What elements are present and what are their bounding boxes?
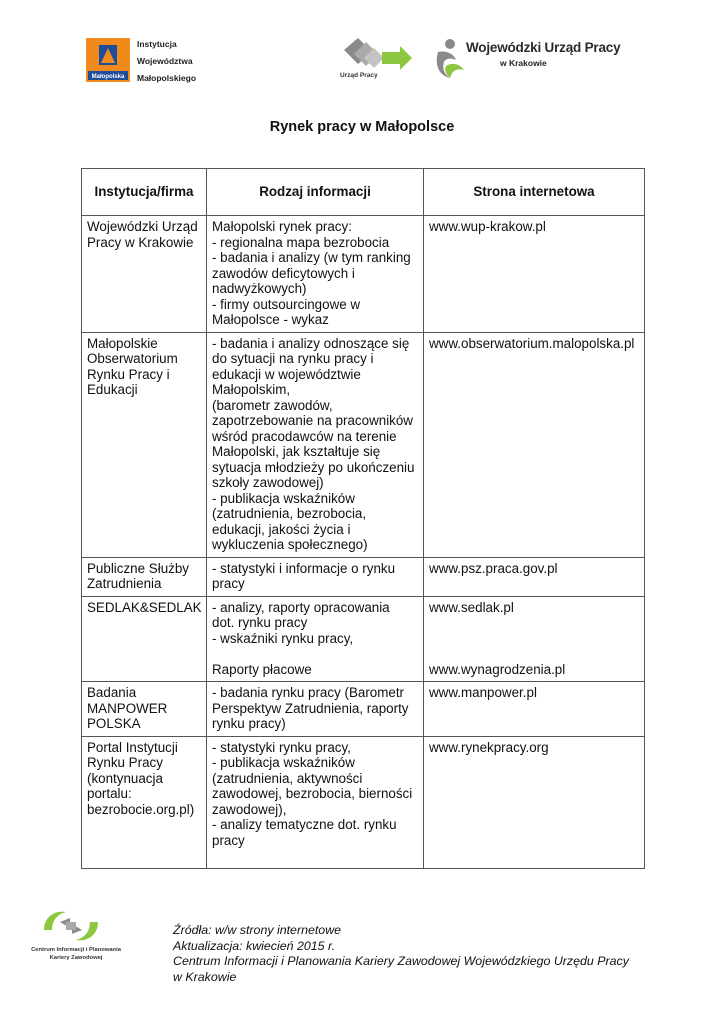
info-line: sytuacja młodzieży po ukończeniu [212,459,415,475]
header-info-type: Rodzaj informacji [207,169,424,216]
info-line: dot. rynku pracy [212,615,308,630]
info-line: zapotrzebowanie na pracowników [212,413,413,428]
header-institution: Instytucja/firma [82,169,207,216]
institution-line: MANPOWER [87,700,168,716]
website-link [429,615,639,631]
website-link[interactable]: www.wynagrodzenia.pl [429,661,566,677]
wup-city: w Krakowie [500,58,547,68]
website-link [429,631,639,647]
cell-website [424,596,645,682]
info-line: Małopolsce - wykaz [212,312,329,327]
info-line: pracy [212,832,245,848]
info-line: do sytuacji na rynku pracy i [212,351,374,366]
cip-logo-caption [28,946,124,962]
malopolska-logo [86,38,130,82]
institution-line: Rynku Pracy [87,755,163,770]
table-row [82,596,645,682]
table-row [82,682,645,737]
table-row [82,216,645,333]
malopolska-logo-text: Małopolska [91,74,125,80]
footer-sources: Źródła: w/w strony internetowe [173,923,342,937]
wup-name: Wojewódzki Urząd Pracy [466,40,621,55]
info-line: - badania i analizy odnoszące się [212,335,410,351]
institution-line: (kontynuacja [87,770,163,786]
footer-author: Centrum Informacji i Planowania Kariery Zawodowej Wojewódzkiego Urzędu Pracy [173,954,629,968]
footer-city: w Krakowie [173,969,237,984]
cell-info-type [207,682,424,737]
info-line: szkoły zawodowej) [212,475,324,490]
cell-info-type [207,736,424,868]
cell-website [424,216,645,333]
cell-institution [82,557,207,596]
info-line: - regionalna mapa bezrobocia [212,234,390,250]
wup-logo [432,36,466,80]
institution-line: Portal Instytucji [87,739,178,755]
info-line: - analizy, raporty opracowania [212,599,390,615]
institution-line: portalu: [87,786,132,801]
info-line: - badania i analizy (w tym ranking [212,250,411,265]
cell-website [424,557,645,596]
info-line: Perspektyw Zatrudnienia, raporty [212,700,409,716]
info-line: (barometr zawodów, [212,397,333,413]
cip-line-1: Centrum Informacji i Planowania [31,947,121,953]
info-line: - statystyki rynku pracy, [212,739,351,755]
info-line: - analizy tematyczne dot. rynku [212,817,397,832]
info-line: zawodowej, bezrobocia, bierności [212,786,413,801]
institution-line: Małopolskie [87,335,158,351]
info-line: wykluczenia społecznego) [212,537,368,552]
cell-institution [82,736,207,868]
cell-info-type [207,596,424,682]
info-line: - statystyki i informacje o rynku [212,560,396,576]
info-line: rynku pracy) [212,716,286,731]
table-row [82,736,645,868]
info-line [212,646,418,662]
institution-line: Edukacji [87,382,138,397]
institution-line: Pracy w Krakowie [87,234,194,250]
malopolska-logo-caption [137,36,196,87]
website-link [429,646,639,662]
info-line: Małopolskim, [212,382,291,397]
info-line: Małopolski rynek pracy: [212,219,352,234]
info-line: wśród pracodawców na terenie [212,428,397,444]
website-link[interactable]: www.rynekpracy.org [429,739,549,755]
info-line: - firmy outsourcingowe w [212,296,361,312]
info-line: edukacji w województwie [212,366,361,382]
info-line: edukacji, jakości życia i [212,521,351,537]
malopolska-line-3: Małopolskiego [137,73,197,83]
info-line: - badania rynku pracy (Barometr [212,685,405,700]
cell-institution [82,682,207,737]
institution-line: SEDLAK&SEDLAK [87,599,202,615]
info-line: - publikacja wskaźników [212,755,355,770]
institution-line: Badania [87,685,137,700]
institution-line: Publiczne Służby [87,560,189,576]
table-row [82,332,645,557]
cip-line-2: Kariery Zawodowej [49,955,103,961]
website-link[interactable]: www.wup-krakow.pl [429,219,546,234]
cell-institution [82,596,207,682]
info-line: pracy [212,576,245,591]
info-line: (zatrudnienia, bezrobocia, [212,506,367,521]
page-title: Rynek pracy w Małopolsce [269,119,455,135]
info-line [212,848,418,864]
info-line: Małopolski, jak kształtuje się [212,444,381,459]
website-link[interactable]: www.obserwatorium.malopolska.pl [429,335,635,351]
website-link[interactable]: www.manpower.pl [429,685,537,700]
malopolska-line-2: Województwa [137,56,193,66]
cell-info-type [207,332,424,557]
website-link[interactable]: www.psz.praca.gov.pl [429,560,558,576]
info-line: - wskaźniki rynku pracy, [212,630,354,646]
table-header-row [82,169,645,216]
cip-logo [40,908,102,944]
cell-institution [82,332,207,557]
cell-info-type [207,557,424,596]
institution-line: Rynku Pracy i [87,366,170,382]
cell-info-type [207,216,424,333]
footer-updated: Aktualizacja: kwiecień 2015 r. [173,938,336,953]
labor-market-table [81,168,645,869]
institution-line: Wojewódzki Urząd [87,219,198,234]
footer-notes [173,923,629,985]
header-website: Strona internetowa [424,169,645,216]
info-line: zawodowej), [212,801,287,817]
cell-website [424,682,645,737]
institution-line: POLSKA [87,716,141,731]
malopolska-line-1: Instytucja [137,39,177,49]
urzad-pracy-label: Urząd Pracy [340,72,378,79]
cell-institution [82,216,207,333]
info-line: (zatrudnienia, aktywności [212,770,363,786]
institution-line: bezrobocie.org.pl) [87,801,195,817]
cell-website [424,736,645,868]
institution-line: Zatrudnienia [87,576,162,591]
table-row [82,557,645,596]
cell-website [424,332,645,557]
info-line: - publikacja wskaźników [212,490,355,506]
info-line: zawodów deficytowych i [212,265,355,281]
info-line: nadwyżkowych) [212,281,307,296]
website-link[interactable]: www.sedlak.pl [429,599,514,615]
info-line: Raporty płacowe [212,661,312,677]
institution-line: Obserwatorium [87,351,178,366]
